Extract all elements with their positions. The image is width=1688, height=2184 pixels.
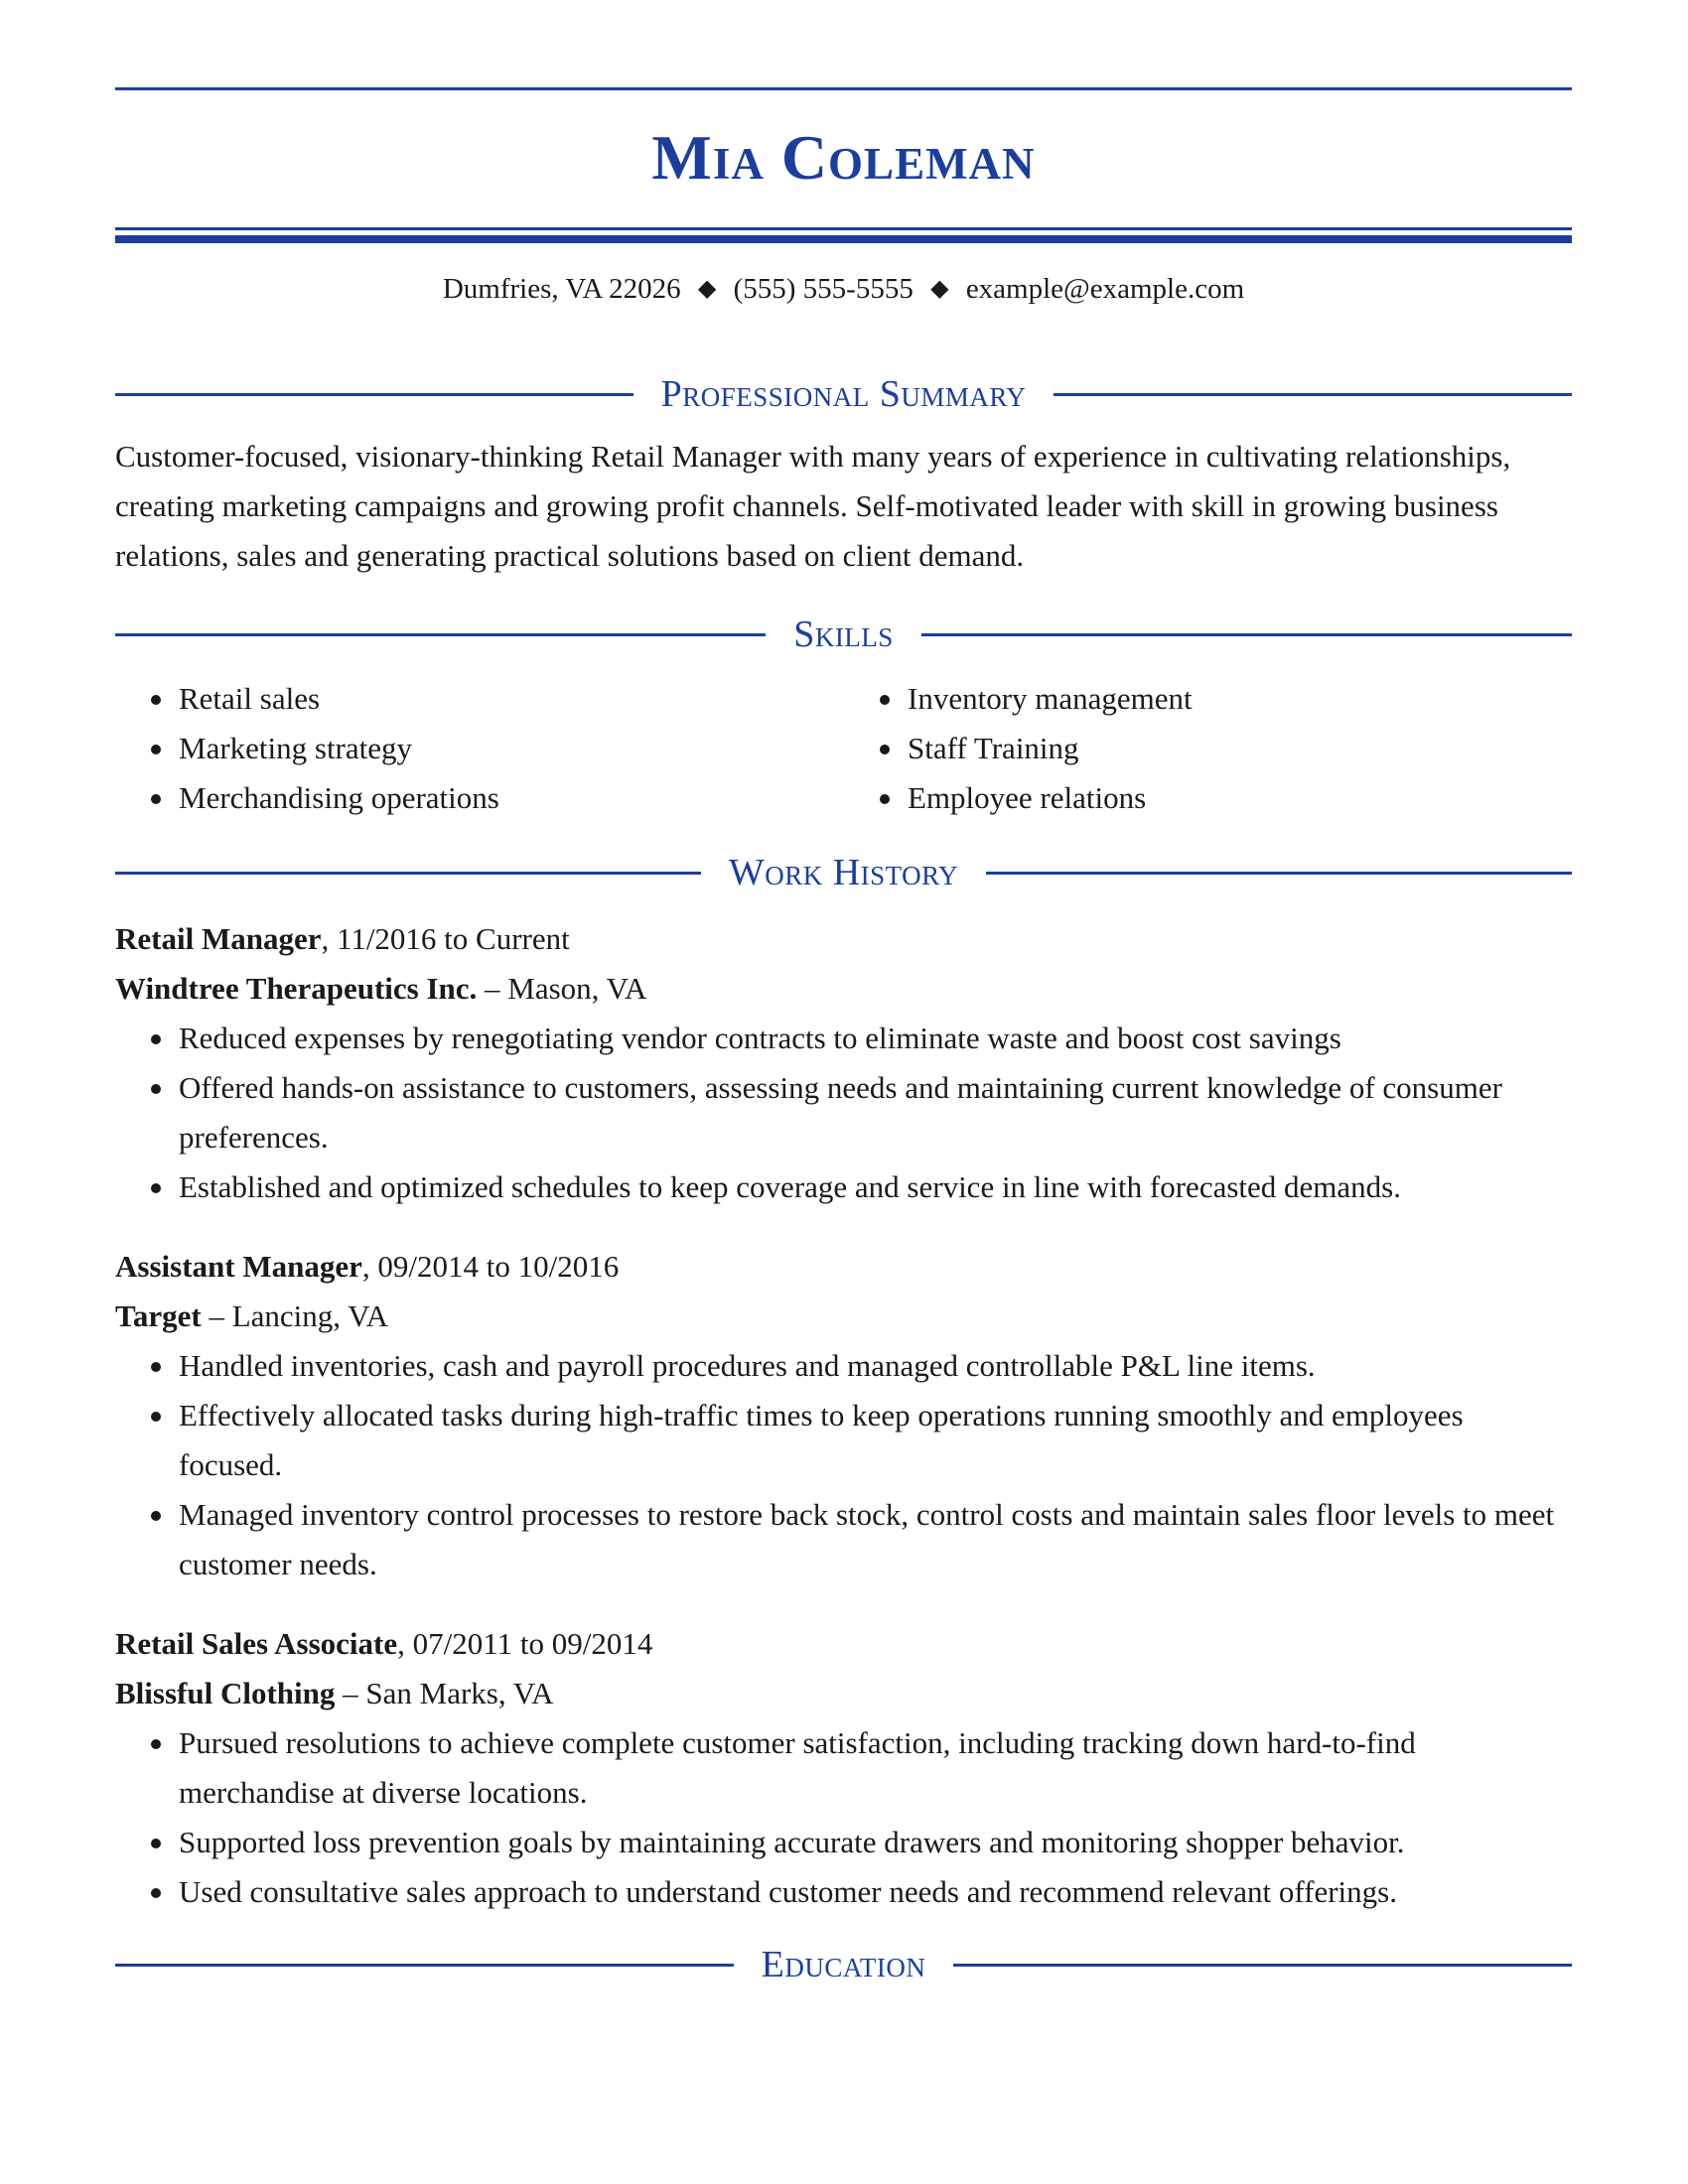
job-company: Blissful Clothing (115, 1676, 336, 1710)
section-title: Education (761, 1944, 926, 1985)
skill-item: Merchandising operations (115, 773, 844, 823)
job-bullet: Handled inventories, cash and payroll procedures and managed controllable P&L line items. (115, 1341, 1572, 1391)
contact-line (115, 271, 1572, 309)
resume-page (115, 87, 1572, 1988)
job-dates: , 11/2016 to Current (321, 921, 570, 956)
skills-grid (115, 674, 1572, 823)
job-company-line (115, 1292, 1572, 1341)
job-title: Retail Manager (115, 921, 322, 956)
professional-summary: Customer-focused, visionary-thinking Retail Manager with many years of experience in cultivating relationships, creating marketing campaigns and growing profit channels. Self-motivated leader with skill in growing business relations, sales and generating practical solutions based on client demand. (115, 439, 1511, 573)
job-title-line (115, 1619, 1572, 1669)
section-title: Work History (728, 852, 959, 893)
job-bullet: Effectively allocated tasks during high-traffic times to keep operations running smoothly and employees focused. (115, 1391, 1572, 1490)
job-title: Assistant Manager (115, 1249, 362, 1284)
section-header-work (115, 849, 1572, 896)
section-header-skills (115, 611, 1572, 658)
job-bullets (115, 1014, 1572, 1212)
contact-email: example@example.com (965, 273, 1245, 305)
section-title: Skills (793, 614, 894, 655)
job-title-line (115, 1242, 1572, 1292)
skill-item: Retail sales (115, 674, 844, 724)
skill-item: Inventory management (844, 674, 1572, 724)
skill-item: Marketing strategy (115, 724, 844, 773)
job-location: – Lancing, VA (201, 1298, 388, 1333)
contact-location: Dumfries, VA 22026 (442, 273, 681, 305)
top-rule (115, 87, 1572, 90)
job-bullet: Managed inventory control processes to restore back stock, control costs and maintain sales floor levels to meet customer needs. (115, 1490, 1572, 1589)
skills-column-right (844, 674, 1572, 823)
job-dates: , 07/2011 to 09/2014 (397, 1626, 653, 1661)
contact-phone: (555) 555-5555 (733, 273, 914, 305)
job-location: – San Marks, VA (335, 1676, 554, 1710)
skill-item: Staff Training (844, 724, 1572, 773)
job-title: Retail Sales Associate (115, 1626, 398, 1661)
diamond-separator-icon: ◆ (697, 276, 717, 302)
job-bullet: Reduced expenses by renegotiating vendor contracts to eliminate waste and boost cost savings (115, 1014, 1572, 1063)
diamond-separator-icon: ◆ (930, 276, 949, 302)
job-company-line (115, 1669, 1572, 1718)
job-location: – Mason, VA (477, 971, 647, 1006)
name-double-rule (115, 227, 1572, 243)
candidate-name: Mia Coleman (651, 122, 1036, 193)
job-entry (115, 1619, 1572, 1917)
job-company-line (115, 964, 1572, 1014)
job-bullet: Supported loss prevention goals by maintaining accurate drawers and monitoring shopper behavior. (115, 1818, 1572, 1867)
job-bullets (115, 1718, 1572, 1917)
job-entry (115, 1242, 1572, 1589)
section-title: Professional Summary (660, 373, 1027, 415)
skills-column-left (115, 674, 844, 823)
skill-item: Employee relations (844, 773, 1572, 823)
job-bullets (115, 1341, 1572, 1589)
section-header-summary (115, 370, 1572, 418)
job-company: Windtree Therapeutics Inc. (115, 971, 478, 1006)
section-header-education (115, 1941, 1572, 1988)
job-title-line (115, 914, 1572, 964)
job-dates: , 09/2014 to 10/2016 (361, 1249, 620, 1284)
job-bullet: Pursued resolutions to achieve complete customer satisfaction, including tracking down hard-to-find merchandise at diverse locations. (115, 1718, 1572, 1818)
job-entry (115, 914, 1572, 1212)
job-bullet: Established and optimized schedules to keep coverage and service in line with forecasted demands. (115, 1162, 1572, 1212)
job-bullet: Used consultative sales approach to understand customer needs and recommend relevant offerings. (115, 1867, 1572, 1917)
job-bullet: Offered hands-on assistance to customers, assessing needs and maintaining current knowledge of consumer preferences. (115, 1063, 1572, 1162)
job-company: Target (115, 1298, 202, 1333)
